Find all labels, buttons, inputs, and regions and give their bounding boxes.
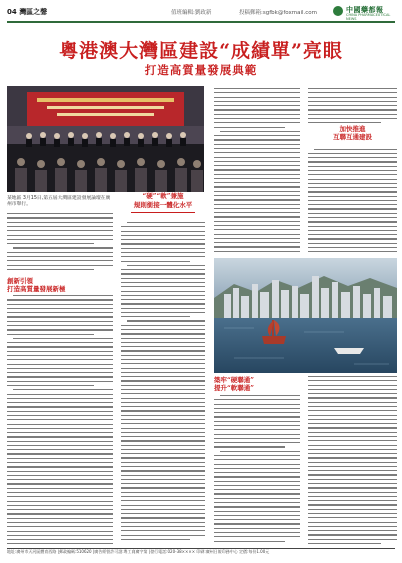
conference-photo <box>7 86 204 192</box>
harbour-photo-graphic <box>214 258 397 373</box>
conference-photo-graphic <box>7 86 204 192</box>
page-footer <box>7 548 395 555</box>
page-number: 04 <box>7 8 17 16</box>
section-name: 灣區之聲 <box>19 8 48 16</box>
pull-quote-line-1: “硬”“軟”兼施 <box>142 192 184 200</box>
column-4-lower-text <box>308 376 397 545</box>
logo-subtext: CHINA PHARMACEUTICAL NEWS <box>346 13 391 21</box>
subhead-innovation: 創新引領 打造高質量發展新極 <box>7 277 113 293</box>
subhead-soft-connectivity: 築牢“硬聯通” 提升“軟聯通” <box>214 376 304 392</box>
footer-text: 地址:廣州市天河區體育西路 |郵政編碼:510620 |廣告經營許可證:粵工商廣字第 |發行電話:020-38×××× 印刷:廣州日報印務中心 定價:每份1.00元 <box>7 548 270 554</box>
photo-caption: 某地區 3月15日,第五屆大灣區建設發展論壇在廣州市舉行。 <box>7 196 113 211</box>
page-header <box>7 4 395 20</box>
pull-quote <box>121 192 205 213</box>
subhead-connectivity: 加快推進 互聯互通建設 <box>308 125 397 141</box>
column-1-text <box>7 196 113 544</box>
column-3-lower-text <box>214 395 300 545</box>
pull-quote-rule <box>131 212 195 213</box>
column-3-upper-text <box>214 88 300 254</box>
pull-quote-line-2: 規則銜接一體化水平 <box>133 200 193 209</box>
subheadline: 打造高質量發展典範 <box>144 63 258 77</box>
submission-email: 投稿郵箱:sgfbk@foxmail.com <box>239 10 317 16</box>
editor-credit: 值班編輯:劉政新 <box>171 10 212 16</box>
logo-mark-icon <box>333 6 343 16</box>
section-label <box>7 7 47 17</box>
logo-text: 中國藥都報 <box>346 6 384 14</box>
column-4-upper-text <box>308 88 397 254</box>
newspaper-logo <box>333 4 395 19</box>
column-2-text <box>121 222 205 544</box>
header-rule <box>7 21 395 23</box>
harbour-photo <box>214 258 397 373</box>
headline: 粵港澳大灣區建設“成績單”亮眼 <box>59 40 343 62</box>
